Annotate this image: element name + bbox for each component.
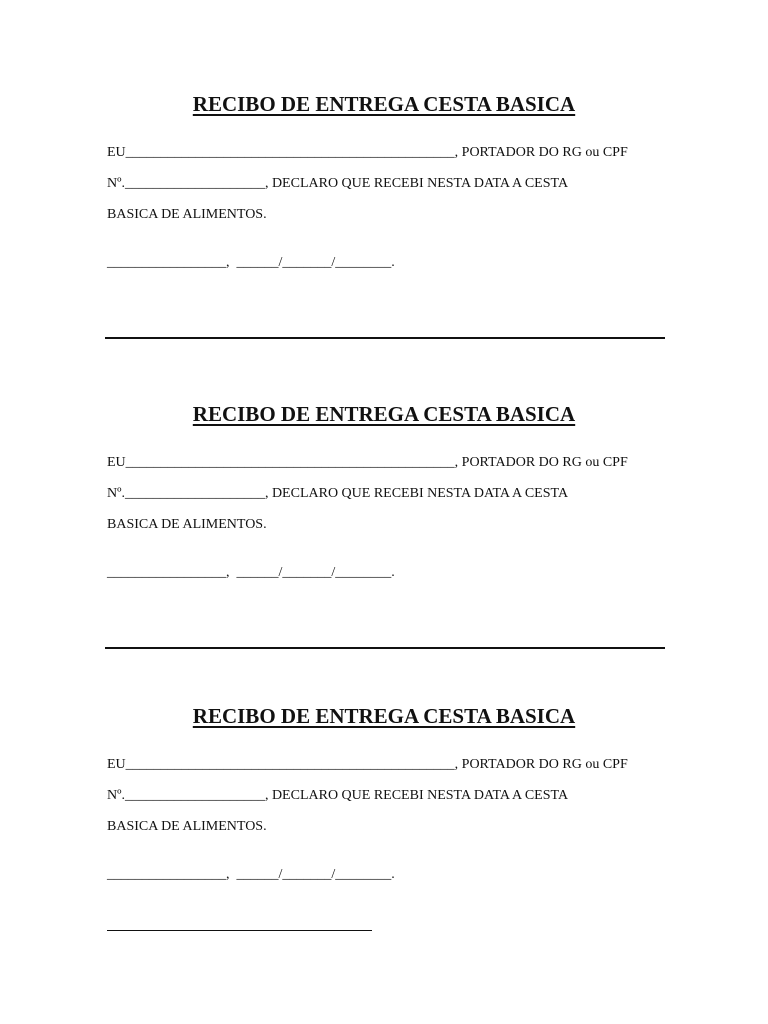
receipt-title: RECIBO DE ENTREGA CESTA BASICA [192,402,576,426]
declaration-line: Nº.____________________, DECLARO QUE RECEBI NESTA DATA A CESTA [107,486,569,501]
place-date-line: _________________, ______/_______/________. [107,867,395,882]
separator-rule [105,337,665,339]
signature-line [107,930,372,931]
declaration-line-end: BASICA DE ALIMENTOS. [107,517,267,532]
receipt-3 [0,704,768,964]
place-date-line: _________________, ______/_______/________. [107,565,395,580]
declaration-line-end: BASICA DE ALIMENTOS. [107,819,267,834]
declaration-line-end: BASICA DE ALIMENTOS. [107,207,267,222]
declaration-line: Nº.____________________, DECLARO QUE RECEBI NESTA DATA A CESTA [107,176,569,191]
receipt-title: RECIBO DE ENTREGA CESTA BASICA [192,704,576,728]
name-id-line: EU_______________________________________________, PORTADOR DO RG ou CPF [107,145,628,160]
receipt-title: RECIBO DE ENTREGA CESTA BASICA [192,92,576,116]
separator-rule [105,647,665,649]
declaration-line: Nº.____________________, DECLARO QUE RECEBI NESTA DATA A CESTA [107,788,569,803]
receipt-2 [0,402,768,662]
name-id-line: EU_______________________________________________, PORTADOR DO RG ou CPF [107,757,628,772]
place-date-line: _________________, ______/_______/________. [107,255,395,270]
name-id-line: EU_______________________________________________, PORTADOR DO RG ou CPF [107,455,628,470]
receipt-1 [0,92,768,352]
